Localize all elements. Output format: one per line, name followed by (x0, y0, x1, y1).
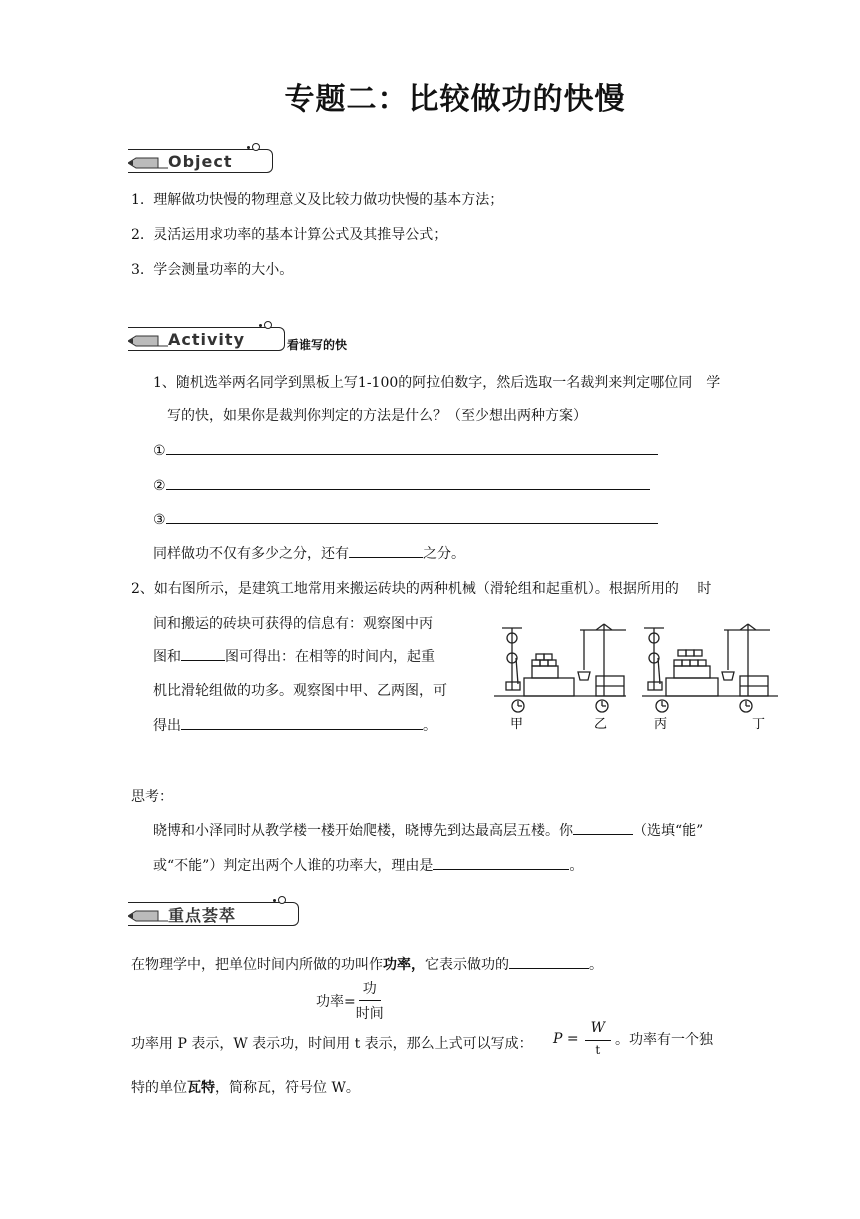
q2-line-2: 间和搬运的砖块可获得的信息有：观察图中丙 (153, 616, 433, 632)
key-tag-label: 重点荟萃 (168, 905, 237, 925)
think-line-2: 或“不能”）判定出两个人谁的功率大，理由是 。 (153, 855, 583, 875)
q1-option-3: ③ (153, 509, 658, 528)
think-heading: 思考： (131, 789, 173, 805)
answer-blank[interactable] (509, 954, 589, 969)
key-line-2: 功率用 P 表示，W 表示功，时间用 t 表示，那么上式可以写成： (131, 1036, 533, 1052)
q1-line-1: 1、随机选举两名同学到黑板上写1-100的阿拉伯数字，然后选取一名裁判来判定哪位同 学 (153, 375, 721, 391)
key-section-header (128, 901, 299, 927)
objective-3: 3. 学会测量功率的大小。 (131, 262, 294, 278)
answer-blank[interactable] (181, 646, 225, 661)
object-section-header (128, 148, 273, 174)
key-line-3: 特的单位瓦特，简称瓦，符号位 W。 (131, 1080, 360, 1096)
key-line-1: 在物理学中，把单位时间内所做的功叫作功率，它表示做功的 。 (131, 954, 603, 974)
activity-subtitle: 看谁写的快 (287, 337, 348, 352)
answer-blank[interactable] (433, 855, 569, 870)
power-formula-words: 功率= $\frac{\text{功}}{\text{时间}}$ (316, 978, 384, 1023)
key-tag (128, 902, 299, 926)
activity-tag-label: Activity (168, 329, 245, 349)
figure-label-ding: 丁 (752, 717, 766, 732)
pencil-icon (128, 156, 168, 170)
power-formula-symbols: P = $\frac{W}{t}$ 。功率有一个独 (553, 1020, 713, 1057)
pencil-icon (128, 909, 168, 923)
q2-line-4: 机比滑轮组做的功多。观察图中甲、乙两图，可 (153, 683, 447, 699)
think-line-1: 晓博和小泽同时从教学楼一楼开始爬楼，晓博先到达最高层五楼。你 （选填“能” (153, 820, 703, 840)
q2-line-3: 图和 图可得出：在相等的时间内，起重 (153, 646, 435, 666)
pencil-icon (128, 334, 168, 348)
object-tag (128, 149, 273, 173)
answer-blank[interactable] (181, 715, 423, 730)
figure-label-yi: 乙 (594, 717, 608, 732)
q1-option-2: ② (153, 475, 650, 494)
answer-blank[interactable] (166, 475, 650, 490)
answer-blank[interactable] (166, 440, 658, 455)
objective-2: 2. 灵活运用求功率的基本计算公式及其推导公式； (131, 227, 448, 243)
q1-summary: 同样做功不仅有多少之分，还有 之分。 (153, 543, 465, 563)
q1-option-1: ① (153, 440, 658, 459)
figure-label-bing: 丙 (654, 717, 668, 732)
objective-1: 1. 理解做功快慢的物理意义及比较力做功快慢的基本方法； (131, 192, 504, 208)
activity-tag (128, 327, 285, 351)
page-title: 专题二：比较做功的快慢 (284, 82, 626, 117)
q2-line-1: 2、如右图所示，是建筑工地常用来搬运砖块的两种机械（滑轮组和起重机）。根据所用的 时 (131, 581, 712, 597)
object-tag-label: Object (168, 151, 233, 171)
answer-blank[interactable] (166, 509, 658, 524)
figure-label-jia: 甲 (510, 717, 524, 732)
activity-section-header (128, 326, 347, 352)
answer-blank[interactable] (349, 543, 423, 558)
q1-line-2: 写的快，如果你是裁判你判定的方法是什么？（至少想出两种方案） (167, 408, 587, 424)
answer-blank[interactable] (573, 820, 633, 835)
machines-figure (492, 620, 782, 732)
q2-line-5: 得出 。 (153, 715, 437, 735)
